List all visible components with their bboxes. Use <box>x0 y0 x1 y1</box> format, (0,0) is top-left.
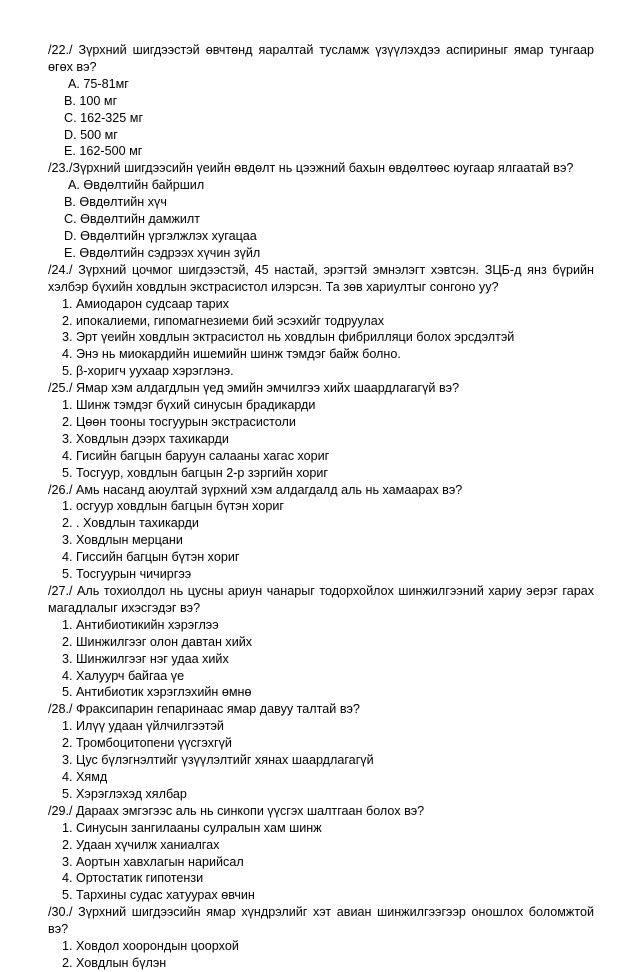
question-text: /29./ Дараах эмгэгээс аль нь синкопи үүсгэх шалтгаан болох вэ? <box>48 803 425 818</box>
question-block <box>48 803 594 904</box>
option-item: 3. Аортын хавхлагын нарийсал <box>62 854 244 869</box>
option-item: 2. Шинжилгээг олон давтан хийх <box>62 634 253 649</box>
question-text: /25./ Ямар хэм алдагдлын үед эмийн эмчилгээ хийх шаардлагагүй вэ? <box>48 381 460 396</box>
option-item: 5. Тосгуур, ховдлын багцын 2-р зэргийн хориг <box>62 465 329 480</box>
question-block <box>48 160 594 261</box>
options-list <box>48 397 594 482</box>
option-item: 5. β-хоригч уухаар хэрэглэнэ. <box>62 364 234 379</box>
option-item: 3. Ховдлын дээрх тахикарди <box>62 431 229 446</box>
option-item: 4. Халуурч байгаа үе <box>62 668 185 683</box>
option-item: 5. Тосгуурын чичиргээ <box>62 567 192 582</box>
option-item: B. 100 мг <box>64 93 118 108</box>
option-item: 4. Ортостатик гипотензи <box>62 871 204 886</box>
option-item: 3. Шинжилгээг нэг удаа хийх <box>62 651 229 666</box>
question-block <box>48 42 594 160</box>
option-item: 5. Тархины судас хатуурах өвчин <box>62 888 255 903</box>
options-list <box>48 177 594 262</box>
option-item: 2. Ховдлын бүлэн <box>62 955 167 970</box>
question-block <box>48 583 594 701</box>
option-item: 2. Удаан хүчилж ханиалгах <box>62 837 220 852</box>
option-item: 4. Энэ нь миокардийн ишемийн шинж тэмдэг байж болно. <box>62 347 401 362</box>
option-item: C. Өвдөлтийн дамжилт <box>64 212 201 227</box>
option-item: E. Өвдөлтийн сэдрээх хүчин зүйл <box>64 245 261 260</box>
options-list <box>48 938 594 972</box>
option-item: 2. Тромбоцитопени үүсгэхгүй <box>62 736 232 751</box>
question-text: /28./ Фраксипарин гепаринаас ямар давуу талтай вэ? <box>48 702 360 717</box>
option-item: 1. Синусын зангилааны сулралын хам шинж <box>62 820 322 835</box>
option-item: 2. . Ховдлын тахикарди <box>62 516 199 531</box>
options-list <box>48 498 594 583</box>
question-block <box>48 482 594 583</box>
option-item: 5. Антибиотик хэрэглэхийн өмнө <box>62 685 252 700</box>
option-item: 3. Эрт үеийн ховдлын эктрасистол нь ховдлын фибрилляци болох эрсдэлтэй <box>62 330 515 345</box>
option-item: D. 500 мг <box>64 127 118 142</box>
option-item: A. 75-81мг <box>68 76 129 91</box>
question-text: /27./ Аль тохиолдол нь цусны ариун чанарыг тодорхойлох шинжилгээний хариу эерэг гарах магадлалыг ихэсгэдэг вэ? <box>48 584 594 615</box>
option-item: 2. Цөөн тооны тосгуурын экстрасистоли <box>62 414 296 429</box>
option-item: 3. Цус бүлэгнэлтийг үзүүлэлтийг хянах шаардлагагүй <box>62 753 374 768</box>
option-item: 1. Илүү удаан үйлчилгээтэй <box>62 719 224 734</box>
option-item: 4. Хямд <box>62 769 108 784</box>
option-item: B. Өвдөлтийн хүч <box>64 195 167 210</box>
question-block <box>48 701 594 802</box>
question-block <box>48 380 594 481</box>
option-item: D. Өвдөлтийн үргэлжлэх хугацаа <box>64 228 257 243</box>
question-block <box>48 904 594 972</box>
option-item: 4. Гисийн багцын баруун салааны хагас хориг <box>62 448 330 463</box>
question-text: /24./ Зүрхний цочмог шигдээстэй, 45 настай, эрэгтэй эмнэлэгт хэвтсэн. ЗЦБ-д янз бүрийн хэлбэр бүхийн ховдлын экстрасистол илэрсэн. Та зөв хариултыг сонгоно уу? <box>48 262 594 294</box>
options-list <box>48 718 594 803</box>
option-item: E. 162-500 мг <box>64 144 143 159</box>
option-item: 1. Ховдол хоорондын цоорхой <box>62 939 239 954</box>
option-item: 1. Антибиотикийн хэрэглээ <box>62 617 219 632</box>
question-text: /30./ Зүрхний шигдээсийн ямар хүндрэлийг хэт авиан шинжилгээгээр оношлох боломжтой вэ? <box>48 905 594 937</box>
option-item: C. 162-325 мг <box>64 110 144 125</box>
document-page <box>48 42 594 972</box>
options-list <box>48 296 594 381</box>
options-list <box>48 617 594 702</box>
options-list <box>48 820 594 905</box>
option-item: 3. Ховдлын мерцани <box>62 533 183 548</box>
question-text: /23./Зүрхний шигдээсийн үеийн өвдөлт нь цээжний бахын өвдөлтөөс юугаар ялгаатай вэ? <box>48 161 574 176</box>
option-item: 1. осгуур ховдлын багцын бүтэн хориг <box>62 499 284 514</box>
option-item: 4. Гиссийн багцын бүтэн хориг <box>62 550 240 565</box>
options-list <box>48 76 594 161</box>
option-item: 1. Амиодарон судсаар тарих <box>62 296 229 311</box>
question-block <box>48 262 594 380</box>
option-item: 1. Шинж тэмдэг бүхий синусын брадикарди <box>62 398 316 413</box>
option-item: A. Өвдөлтийн байршил <box>68 178 205 193</box>
option-item: 5. Хэрэглэхэд хялбар <box>62 786 187 801</box>
question-text: /22./ Зүрхний шигдээстэй өвчтөнд яаралтай тусламж үзүүлэхдээ аспириныг ямар тунгаар өгөх вэ? <box>48 43 594 74</box>
option-item: 2. ипокалиеми, гипомагнезиеми бий эсэхийг тодруулах <box>62 313 385 328</box>
question-text: /26./ Амь насанд аюултай зүрхний хэм алдагдалд аль нь хамаарах вэ? <box>48 482 463 497</box>
